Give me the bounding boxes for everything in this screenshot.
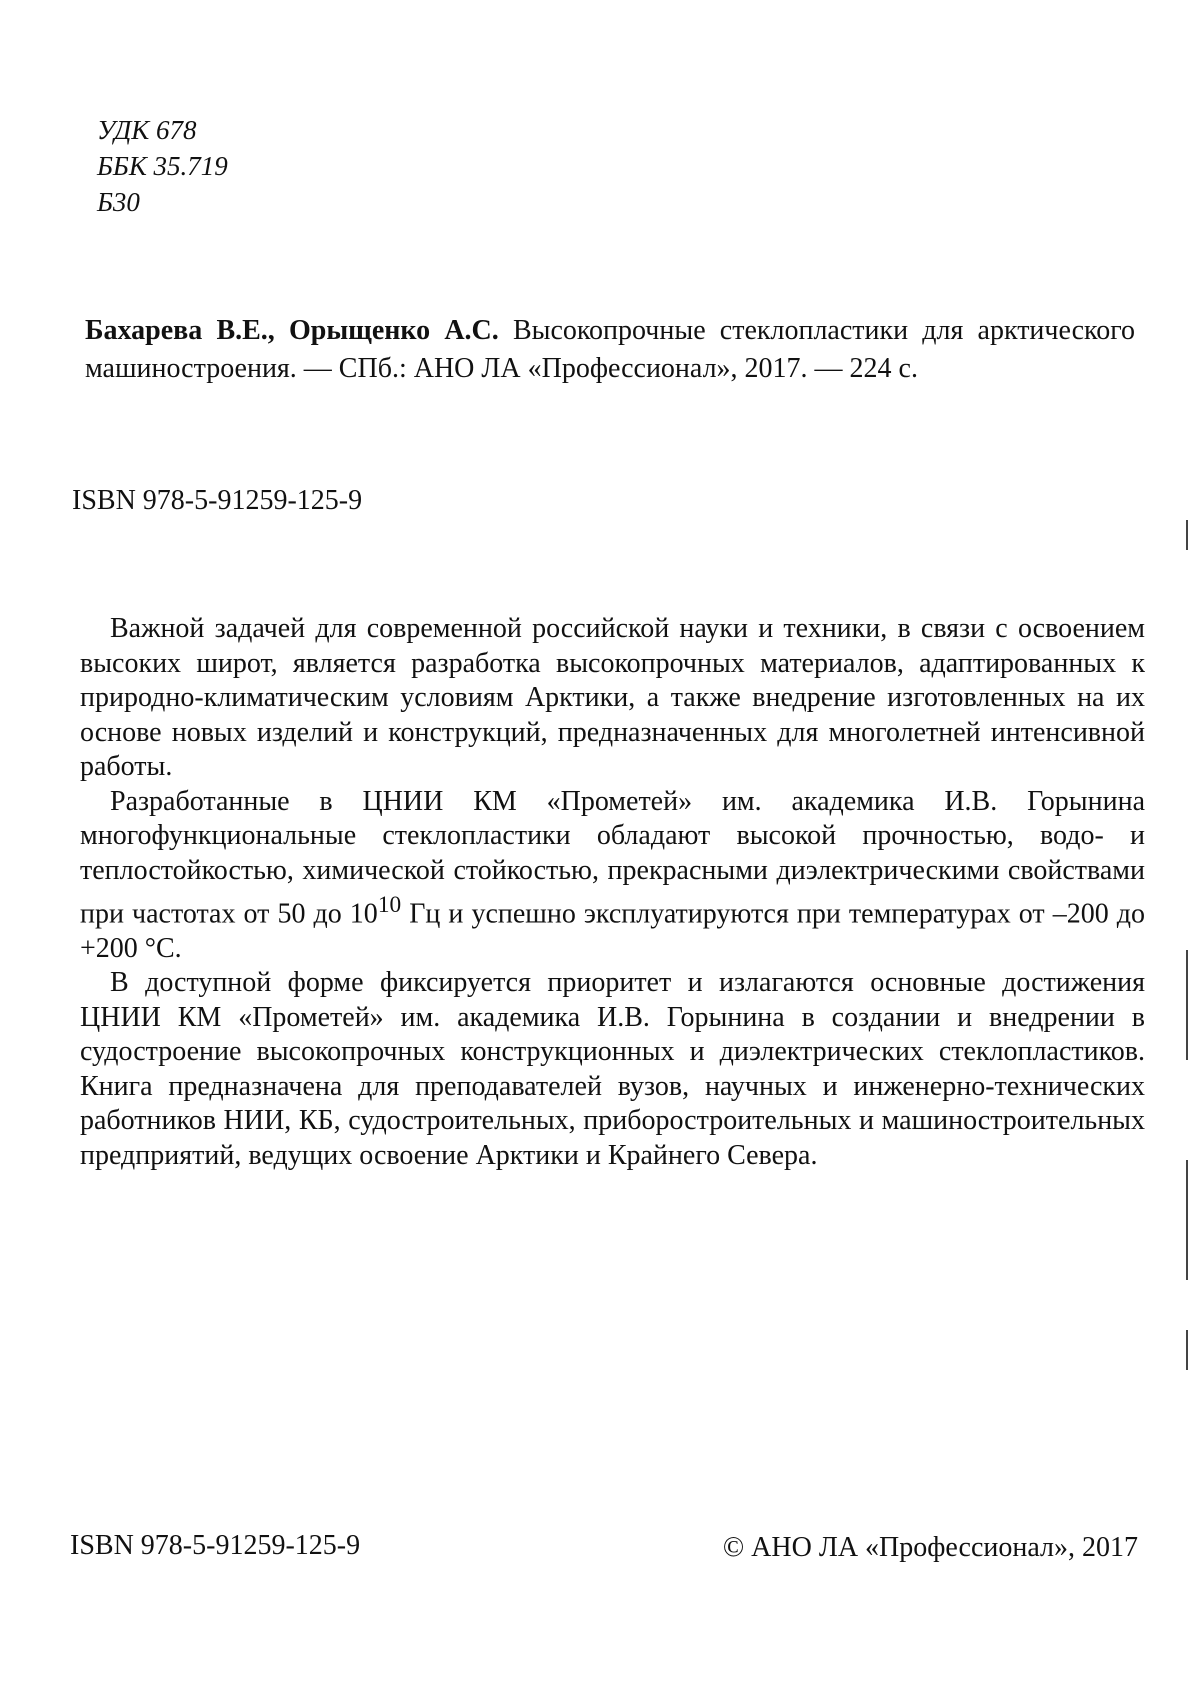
annotation (80, 612, 1145, 1173)
annotation-paragraph-2-start: Разработанные в ЦНИИ КМ «Прометей» им. академика И.В. Горынина многофункциональные стеклопластики обладают высокой прочностью, водо- и теплостойкостью, химической стойкостью, прекрасными диэлектрическими свойствами при частотах от 50 до 10 (80, 785, 1145, 930)
isbn-number: ISBN 978-5-91259-125-9 (72, 485, 363, 516)
frequency-exponent: 10 (377, 892, 402, 918)
bbk-code: ББК 35.719 (97, 151, 228, 181)
annotation-paragraph-2 (80, 785, 1145, 967)
annotation-paragraph-3: В доступной форме фиксируется приоритет и излагаются основные достижения ЦНИИ КМ «Прометей» им. академика И.В. Горынина в создании и внедрении в судостроение высокопрочных конструкционных и диэлектрических стеклопластиков. Книга предназначена для преподавателей вузов, научных и инженерно-технических работников НИИ, КБ, судостроительных, приборостроительных и машиностроительных предприятий, ведущих освоение Арктики и Крайнего Севера. (80, 967, 1145, 1171)
catalog-codes (97, 112, 228, 220)
title-and-imprint: Высокопрочные стеклопластики для арктического машиностроения. — СПб.: АНО ЛА «Профессионал», 2017. — 224 с. (85, 315, 1136, 384)
annotation-paragraph-1: Важной задачей для современной российской науки и техники, в связи с освоением высоких широт, является разработка высокопрочных материалов, адаптированных к природно-климатическим условиям Арктики, а также внедрение изготовленных на их основе новых изделий и конструкций, предназначенных для многолетней интенсивной работы. (80, 613, 1145, 782)
scan-artifact (1186, 520, 1188, 550)
udk-code: УДК 678 (97, 115, 197, 145)
author-mark: Б30 (97, 187, 140, 217)
footer-isbn: ISBN 978-5-91259-125-9 (70, 1530, 361, 1561)
footer-copyright: © АНО ЛА «Профессионал», 2017 (722, 1532, 1138, 1563)
authors: Бахарева В.Е., Орыщенко А.С. (85, 315, 499, 346)
scan-artifact (1186, 1160, 1188, 1280)
scan-artifact (1186, 950, 1188, 1060)
annotation-paragraph-2-end: Гц и успешно эксплуатируются при температурах от –200 до +200 °С. (80, 898, 1145, 964)
scan-artifact (1186, 1330, 1188, 1370)
bibliographic-record (85, 312, 1135, 388)
